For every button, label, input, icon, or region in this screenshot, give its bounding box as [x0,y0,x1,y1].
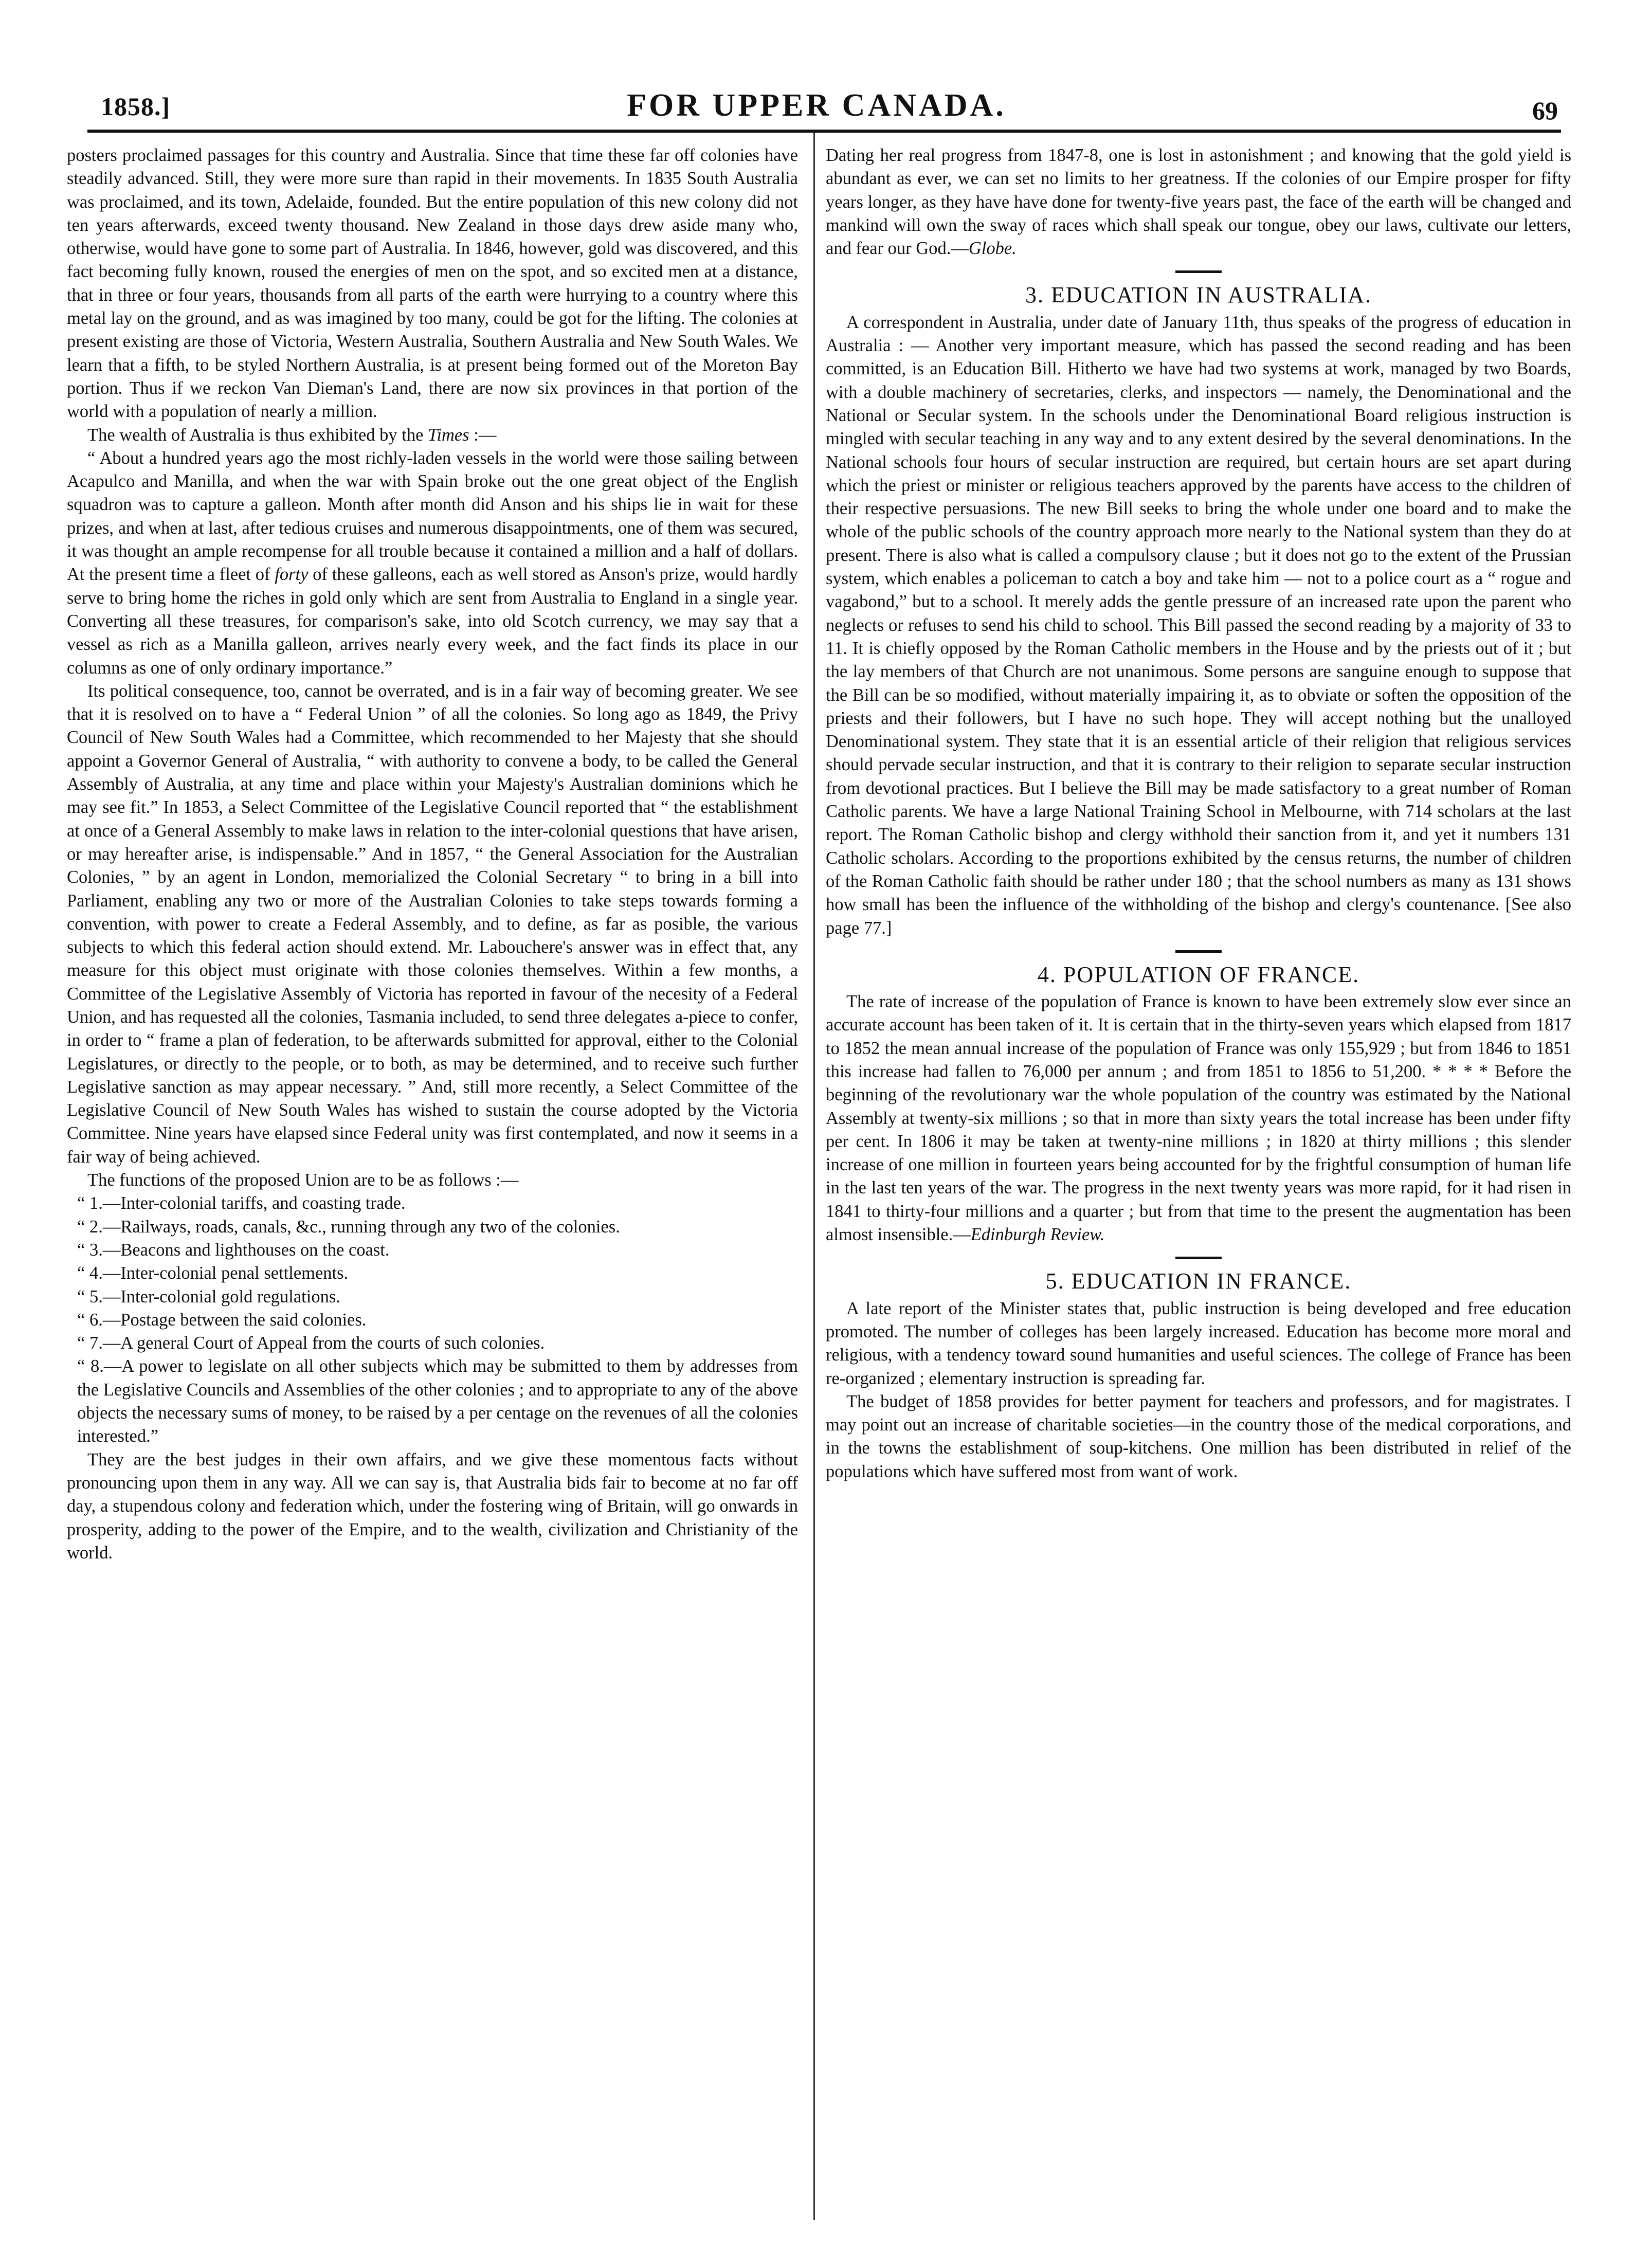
paragraph: The budget of 1858 provides for better payment for teachers and professors, and for magistrates. I may point out an increase of charitable societies—in the country those of the medical corporations, and in the towns the establishment of soup-kitchens. One million has been distributed in relief of the populations which have suffered most from want of work. [826,1391,1571,1481]
text-run: of these galleons, each as well stored as Anson's prize, would hardly serve to bring home the riches in gold only which are sent from Australia to England in a single year. Converting all these treasures, for comparison's sake, into old Scotch currency, we may say that a vessel as rich as a Manilla galleon, arrives nearly every week, and the fact finds its place in our columns as one of only ordinary importance.” [67,565,799,678]
list-item: “ 7.—A general Court of Appeal from the courts of such colonies. [77,1333,545,1353]
italic-word: forty [275,565,309,585]
list-item: “ 6.—Postage between the said colonies. [77,1310,367,1330]
text-run: “ About a hundred years ago the most richly-laden vessels in the world were those sailing between Acapulco and Manilla, and when the war with Spain broke out the one great object of the English squadron was to capture a galleon. Month after month did Anson and his ships lie in wait for these prizes, and when at last, after tedious cruises and numerous disappointments, one of them was secured, it was thought an ample recompense for all trouble because it contained a million and a half of dollars. At the present time a fleet of [67,448,798,585]
list-item: “ 3.—Beacons and lighthouses on the coast. [77,1240,390,1260]
header-rule [87,130,1561,133]
text-run: Dating her real progress from 1847-8, one is lost in astonishment ; and knowing that the gold yield is abundant as ever, we can set no limits to her greatness. If the colonies of our Empire prosper for fifty years longer, as they have have done for twenty-five years past, the face of the earth will be changed and mankind will own the sway of races which shall speak our tongue, obey our laws, cultivate our letters, and fear our God.— [826,146,1571,259]
paragraph: posters proclaimed passages for this country and Australia. Since that time these far off colonies have steadily advanced. Still, they were more sure than rapid in their movements. In 1835 South Australia was proclaimed, and its town, Adelaide, founded. But the entire population of this new colony did not ten years afterwards, exceed twenty thousand. New Zealand in those days drew aside many who, otherwise, would have gone to some part of Australia. In 1846, however, gold was discovered, and this fact becoming fully known, roused the energies of men on the spot, and so excited men at a distance, that in three or four years, thousands from all parts of the earth were hurrying to a country where this metal lay on the ground, and as was imagined by too many, could be got for the lifting. The colonies at present existing are those of Victoria, Western Australia, Southern Australia and New South Wales. We learn that a fifth, to be styled Northern Australia, is at present being formed out of the Moreton Bay portion. Thus if we reckon Van Dieman's Land, there are now six provinces in that portion of the world with a population of nearly a million. [67,146,798,422]
list-item: “ 1.—Inter-colonial tariffs, and coasting trade. [77,1193,406,1213]
section-rule [1175,1257,1222,1259]
list-item: “ 2.—Railways, roads, canals, &c., running through any two of the colonies. [77,1217,620,1237]
paragraph: A late report of the Minister states that, public instruction is being developed and free education promoted. The number of colleges has been largely increased. Education has become more moral and religious, with a tendency toward sound humanities and useful sciences. The college of France has been re-organized ; elementary instruction is spreading far. [826,1298,1571,1388]
paragraph [826,990,1571,1246]
paragraph [826,144,1571,260]
right-column [826,144,1571,1483]
paragraph: They are the best judges in their own affairs, and we give these momentous facts without pronouncing upon them in any way. All we can say is, that Australia bids fair to become at no far off day, a stupendous colony and federation which, under the fostering wing of Britain, will go onwards in prosperity, adding to the power of the Empire, and to the wealth, civilization and Christianity of the world. [67,1449,798,1563]
header-year: 1858.] [101,92,171,121]
paragraph: A correspondent in Australia, under date of January 11th, thus speaks of the progress of education in Australia : — Another very important measure, which has passed the second reading and has been committed, is an Education Bill. Hitherto we have had two systems at work, managed by two Boards, with a double machinery of secretaries, clerks, and inspectors — namely, the Denominational and the National or Secular system. In the schools under the Denominational Board religious instruction is mingled with secular teaching in any way and to any extent desired by the several denominations. In the National schools four hours of secular instruction are required, but certain hours are set apart during which the priest or minister or religious teachers approved by the parents have access to the children of their respective persuasions. The new Bill seeks to bring the whole under one board and to make the whole of the public schools of the country approach more nearly to the National system than they do at present. There is also what is called a compulsory clause ; but it does not go to the extent of the Prussian system, which enables a policeman to catch a boy and take him — not to a police court as a “ rogue and vagabond,” but to a school. It merely adds the gentle pressure of an increased rate upon the parent who neglects or refuses to send his child to school. This Bill passed the second reading by a majority of 33 to 11. It is chiefly opposed by the Roman Catholic members in the House and by the priests out of it ; but the lay members of that Church are not unanimous. Some persons are sanguine enough to suppose that the Bill can be so modified, without materially impairing it, as to obviate or soften the opposition of the priests and their followers, but I have no such hope. They will accept nothing but the unalloyed Denominational system. They state that it is an essential article of their religion that religious services should pervade secular instruction, and that it is contrary to their religion to separate secular instruction from devotional practices. But I believe the Bill may be made satisfactory to a great number of Roman Catholic parents. We have a large National Training School in Melbourne, with 714 scholars at the last report. The Roman Catholic bishop and clergy withhold their sanction from it, and yet it numbers 131 Catholic scholars. According to the proportions exhibited by the census returns, the number of children of the Roman Catholic faith should be rather under 180 ; that the school numbers as many as 131 shows how small has been the influence of the withholding of the bishop and clergy's countenance. [See also page 77.] [826,312,1571,938]
section-heading: 3. EDUCATION IN AUSTRALIA. [1025,282,1372,308]
section-rule [1175,270,1222,273]
text-run: :— [469,425,497,445]
section-rule [1175,950,1222,953]
section-heading: 5. EDUCATION IN FRANCE. [1045,1268,1352,1294]
list-item: “ 4.—Inter-colonial penal settlements. [77,1263,349,1283]
page-number: 69 [1532,96,1558,125]
left-column [67,144,798,1565]
section-heading: 4. POPULATION OF FRANCE. [1037,961,1360,987]
text-run: The rate of increase of the population of France is known to have been extremely slow ever since an accurate account has been taken of it. It is certain that in the thirty-seven years which elapsed from 1817 to 1852 the mean annual increase of the population of France was only 155,929 ; but from 1846 to 1851 this increase had fallen to 76,000 per annum ; and from 1851 to 1856 to 51,200. * * * * Before the beginning of the revolutionary war the whole population of the country was estimated by the National Assembly at twenty-six millions ; so that in more than sixty years the total increase has been under fifty per cent. In 1806 it may be taken at twenty-nine millions ; in 1820 at thirty millions ; this slender increase of one million in fourteen years being accounted for by the frightful consumption of human life in the last ten years of the war. The progress in the next twenty years was more rapid, for it had risen in 1841 to thirty-four millions and a quarter ; but from that time to the present the augmentation has been almost insensible.— [826,992,1571,1245]
list-item: “ 5.—Inter-colonial gold regulations. [77,1286,340,1307]
source-citation: Globe. [968,239,1017,259]
source-citation: Edinburgh Review. [970,1225,1105,1245]
italic-title: Times [428,425,469,445]
paragraph: Its political consequence, too, cannot be overrated, and is in a fair way of becoming greater. We see that it is resolved on to have a “ Federal Union ” of all the colonies. So long ago as 1849, the Privy Council of New South Wales had a Committee, which recommended to her Majesty that she should appoint a Governor General of Australia, “ with authority to convene a body, to be called the General Assembly of Australia, at any time and place within your Majesty's Australian dominions which he may see fit.” In 1853, a Select Committee of the Legislative Council reported that “ the establishment at once of a General Assembly to make laws in relation to the inter-colonial questions that have arisen, or may hereafter arise, is indispensable.” And in 1857, “ the General Association for the Australian Colonies, ” by an agent in London, memorialized the Colonial Secretary “ to bring in a bill into Parliament, enabling any two or more of the Australian Colonies to take steps towards forming a convention, with power to create a Federal Assembly, and to define, as far as posible, the various subjects to which this federal action should extend. Mr. Labouchere's answer was in effect that, any measure for this object must originate with those colonies themselves. Within a few months, a Committee of the Legislative Assembly of Victoria has reported in favour of the necesity of a Federal Union, and has requested all the colonies, Tasmania included, to send three delegates a-piece to confer, in order to “ frame a plan of federation, to be afterwards submitted for approval, either to the Colonial Legislatures, or directly to the people, or to both, as may be determined, and to receive such further Legislative sanction as may appear necessary. ” And, still more recently, a Select Committee of the Legislative Council of New South Wales has wished to sustain the course adopted by the Victoria Committee. Nine years have elapsed since Federal unity was first contemplated, and now it seems in a fair way of being achieved. [67,681,798,1167]
quotation [67,447,798,680]
list-item: “ 8.—A power to legislate on all other subjects which may be submitted to them by addresses from the Legislative Councils and Assemblies of the other colonies ; and to appropriate to any of the above objects the necessary sums of money, to be raised by a per centage on the revenues of all the colonies interested.” [77,1356,798,1446]
paragraph: The functions of the proposed Union are to be as follows :— [87,1170,519,1190]
paragraph [67,424,798,447]
column-divider [813,133,815,2220]
running-title: FOR UPPER CANADA. [627,88,1006,123]
text-run: The wealth of Australia is thus exhibited by the [87,425,428,445]
